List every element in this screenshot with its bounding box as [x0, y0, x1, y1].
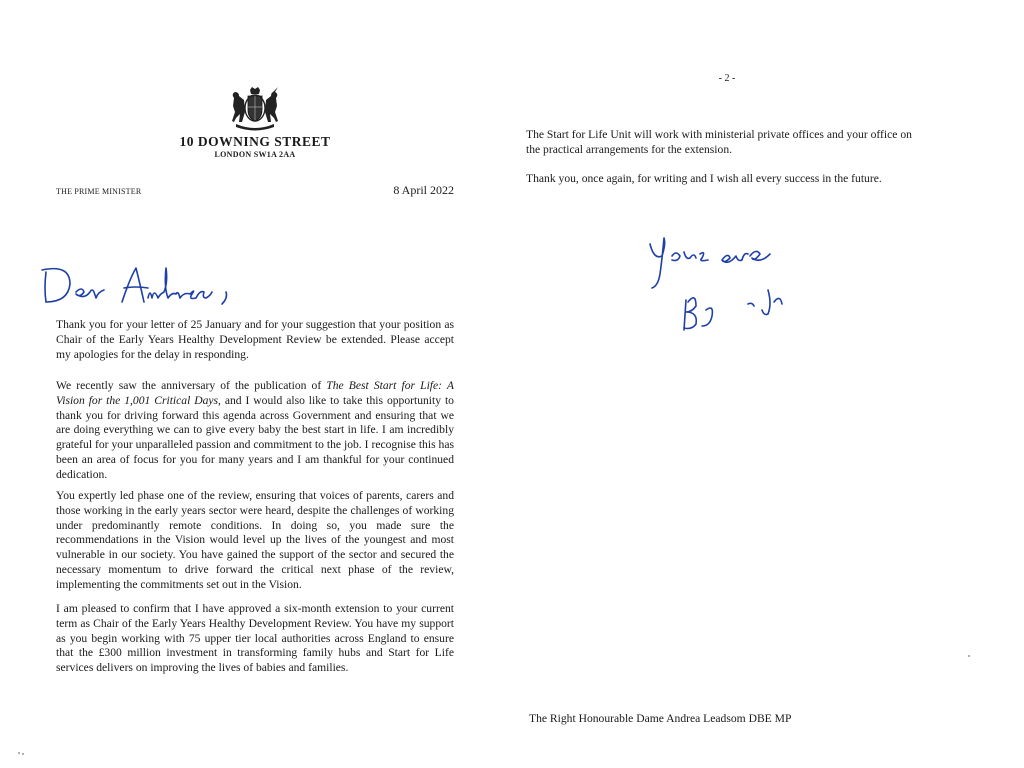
letterhead-address: 10 DOWNING STREET: [179, 134, 331, 149]
paragraph-anniversary-intro: We recently saw the anniversary of the publication of: [56, 379, 327, 392]
paragraph-anniversary: [56, 379, 454, 483]
page-number: - 2 -: [718, 73, 736, 84]
scan-speck: [968, 655, 970, 657]
scan-speck: [18, 752, 20, 754]
scan-speck: [22, 753, 24, 755]
publication-title: The Best Start for Life: A Vision for the 1,001 Critical Days: [56, 379, 454, 407]
royal-coat-of-arms-icon: [226, 86, 284, 134]
paragraph-anniversary-body: , and I would also like to take this opportunity to thank you for driving forward this agenda across Government and ensuring that we are doing everything we can to give every baby the best start in life. I am incredibly grateful for your unparalleled passion and commitment to the job. I recognise this has been an area of focus for you for many years and I am thankful for your continued dedication.: [56, 393, 454, 481]
paragraph-thanks: Thank you, once again, for writing and I wish all every success in the future.: [526, 172, 882, 185]
recipient-name: The Right Honourable Dame Andrea Leadsom DBE MP: [529, 712, 792, 725]
sender-title: THE PRIME MINISTER: [56, 187, 142, 196]
letterhead-postcode: LONDON SW1A 2AA: [214, 150, 296, 159]
paragraph-arrangements: The Start for Life Unit will work with ministerial private offices and your office on the practical arrangements for the extension.: [526, 128, 912, 156]
paragraph-phase-one: You expertly led phase one of the review, ensuring that voices of parents, carers and those working in the early years sector were heard, despite the challenges of working under predominantly remote conditions. In doing so, you made sure the recommendations in the Vision would level up the lives of the youngest and most vulnerable in our society. You have gained the support of the sector and secured the necessary momentum to drive forward the critical next phase of the review, implementing the commitments set out in the Vision.: [56, 489, 454, 591]
handwritten-signature: [644, 230, 804, 340]
paragraph-request-ack: Thank you for your letter of 25 January and for your suggestion that your position as Chair of the Early Years Healthy Development Review be extended. Please accept my apologies for the delay in responding.: [56, 318, 454, 361]
handwritten-salutation: [40, 258, 240, 310]
paragraph-extension: I am pleased to confirm that I have approved a six-month extension to your current term as Chair of the Early Years Healthy Development Review. You have my support as you begin working with 75 upper tier local authorities across England to ensure that the £300 million investment in transforming family hubs and Start for Life services delivers on improving the lives of babies and families.: [56, 602, 454, 675]
letter-page-two: [512, 0, 1024, 768]
letter-date: 8 April 2022: [393, 183, 454, 197]
